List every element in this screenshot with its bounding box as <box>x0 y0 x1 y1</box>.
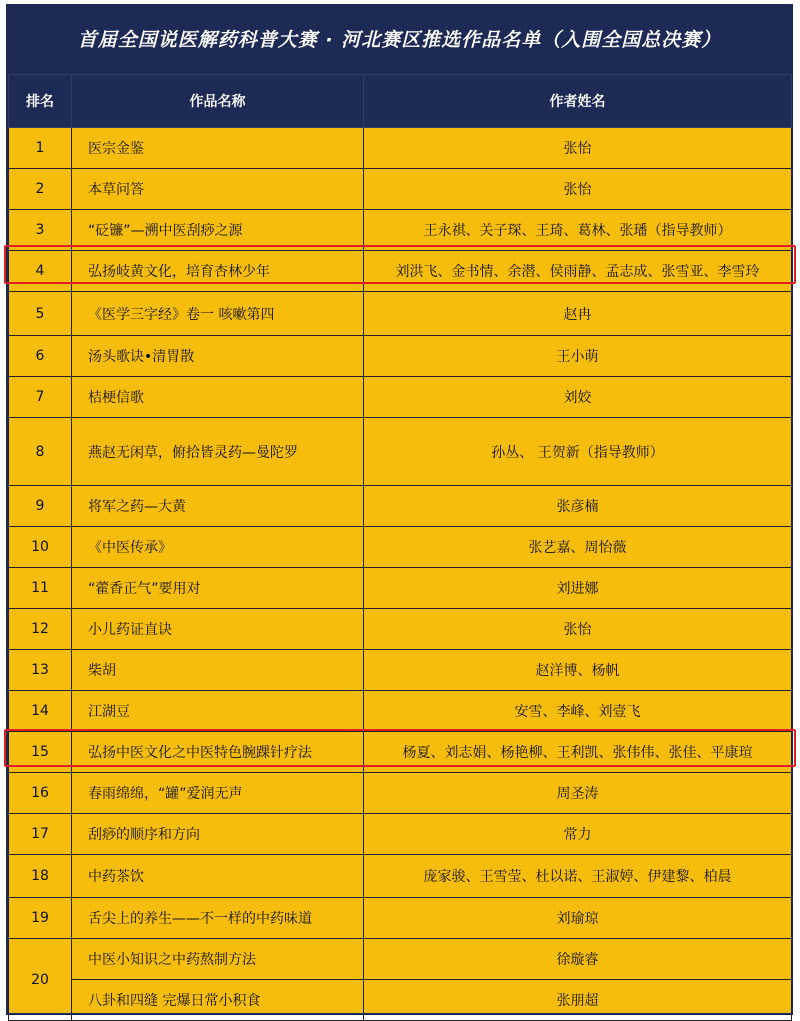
table-row <box>9 691 792 732</box>
table-row <box>9 292 792 336</box>
author-cell: 刘姣 <box>364 377 792 418</box>
author-cell: 王小萌 <box>364 336 792 377</box>
rank-cell: 14 <box>9 691 72 732</box>
author-cell: 刘进娜 <box>364 568 792 609</box>
work-cell: 小儿药证直诀 <box>72 609 364 650</box>
work-cell: 医宗金鉴 <box>72 128 364 169</box>
rank-cell: 5 <box>9 292 72 336</box>
table-row <box>9 128 792 169</box>
author-cell: 张艺嘉、周怡薇 <box>364 527 792 568</box>
table-row <box>9 609 792 650</box>
rank-cell: 9 <box>9 486 72 527</box>
table-row <box>9 527 792 568</box>
author-cell: 孙丛、 王贺新（指导教师） <box>364 418 792 486</box>
table-row <box>9 486 792 527</box>
work-cell: 本草问答 <box>72 169 364 210</box>
author-cell: 张彦楠 <box>364 486 792 527</box>
rank-cell: 17 <box>9 814 72 855</box>
table-row-highlighted <box>9 732 792 773</box>
rank-cell: 18 <box>9 855 72 898</box>
author-cell: 张怡 <box>364 609 792 650</box>
results-sheet <box>6 4 793 1015</box>
rank-cell: 13 <box>9 650 72 691</box>
table-row <box>9 898 792 939</box>
author-cell: 常力 <box>364 814 792 855</box>
header-row <box>9 75 792 128</box>
author-cell: 安雪、李峰、刘壹飞 <box>364 691 792 732</box>
table-row <box>9 814 792 855</box>
table-row <box>9 568 792 609</box>
table-row-highlighted <box>9 251 792 292</box>
work-cell: 《医学三字经》卷一 咳嗽第四 <box>72 292 364 336</box>
author-cell: 张怡 <box>364 169 792 210</box>
table-row <box>9 855 792 898</box>
work-cell: 汤头歌诀•清胃散 <box>72 336 364 377</box>
table-row <box>9 939 792 980</box>
work-cell: 柴胡 <box>72 650 364 691</box>
rank-cell: 16 <box>9 773 72 814</box>
header-work: 作品名称 <box>72 75 364 128</box>
table-row <box>9 210 792 251</box>
author-cell: 刘瑜琼 <box>364 898 792 939</box>
work-cell: 舌尖上的养生——不一样的中药味道 <box>72 898 364 939</box>
author-cell: 王永祺、关子琛、王琦、葛林、张璠（指导教师） <box>364 210 792 251</box>
rank-cell: 4 <box>9 251 72 292</box>
author-cell: 张怡 <box>364 128 792 169</box>
rank-cell: 19 <box>9 898 72 939</box>
header-rank: 排名 <box>9 75 72 128</box>
work-cell: 桔梗信歌 <box>72 377 364 418</box>
rank-cell: 20 <box>9 939 72 1021</box>
work-cell: 弘扬岐黄文化，培育杏林少年 <box>72 251 364 292</box>
author-cell: 徐璇睿 <box>364 939 792 980</box>
author-cell: 赵洋博、杨帆 <box>364 650 792 691</box>
author-cell: 杨夏、刘志娟、杨艳柳、王利凯、张伟伟、张佳、平康瑄 <box>364 732 792 773</box>
table-row <box>9 377 792 418</box>
work-cell: 弘扬中医文化之中医特色腕踝针疗法 <box>72 732 364 773</box>
rank-cell: 1 <box>9 128 72 169</box>
work-cell: 《中医传承》 <box>72 527 364 568</box>
work-cell: “藿香正气”要用对 <box>72 568 364 609</box>
author-cell: 庞家骏、王雪莹、杜以诺、王淑婷、伊建黎、柏晨 <box>364 855 792 898</box>
work-cell: 八卦和四缝 完爆日常小积食 <box>72 980 364 1021</box>
author-cell: 刘洪飞、金书情、余潜、侯雨静、孟志成、张雪亚、李雪玲 <box>364 251 792 292</box>
work-cell: 江湖豆 <box>72 691 364 732</box>
rank-cell: 2 <box>9 169 72 210</box>
rank-cell: 15 <box>9 732 72 773</box>
author-cell: 周圣涛 <box>364 773 792 814</box>
work-cell: 将军之药—大黄 <box>72 486 364 527</box>
rank-cell: 12 <box>9 609 72 650</box>
rank-cell: 7 <box>9 377 72 418</box>
rank-cell: 10 <box>9 527 72 568</box>
author-cell: 张朋超 <box>364 980 792 1021</box>
work-cell: “砭镰”—溯中医刮痧之源 <box>72 210 364 251</box>
rank-cell: 11 <box>9 568 72 609</box>
table-row <box>9 773 792 814</box>
author-cell: 赵冉 <box>364 292 792 336</box>
rank-cell: 3 <box>9 210 72 251</box>
table-row <box>9 336 792 377</box>
page-title: 首届全国说医解药科普大赛 · 河北赛区推选作品名单（入围全国总决赛） <box>8 6 791 74</box>
rank-cell: 6 <box>9 336 72 377</box>
table-row <box>9 650 792 691</box>
work-cell: 中医小知识之中药熬制方法 <box>72 939 364 980</box>
results-table <box>8 74 792 1021</box>
header-author: 作者姓名 <box>364 75 792 128</box>
table-row <box>9 418 792 486</box>
work-cell: 春雨绵绵，“罐”爱润无声 <box>72 773 364 814</box>
work-cell: 中药茶饮 <box>72 855 364 898</box>
work-cell: 刮痧的顺序和方向 <box>72 814 364 855</box>
rank-cell: 8 <box>9 418 72 486</box>
work-cell: 燕赵无闲草，俯拾皆灵药—曼陀罗 <box>72 418 364 486</box>
table-row <box>9 980 792 1021</box>
table-row <box>9 169 792 210</box>
